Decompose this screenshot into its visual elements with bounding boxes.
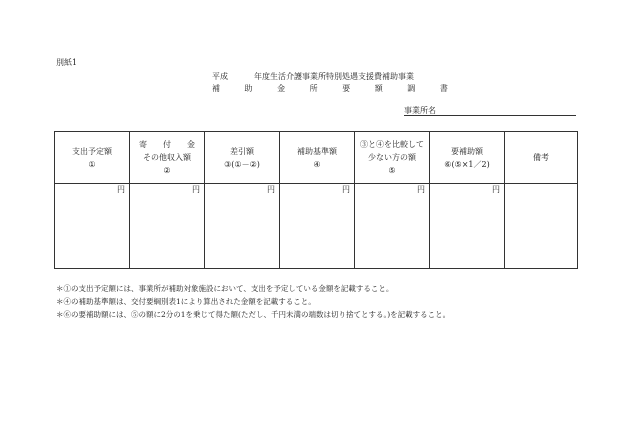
yen-unit: 円: [492, 185, 500, 194]
amount-cell[interactable]: [205, 184, 280, 269]
amount-cell[interactable]: [55, 184, 130, 269]
subtitle-char: 金: [277, 84, 286, 93]
header-cell: 要補助額 ⑥(⑤×1／2): [430, 132, 505, 184]
subtitle-char: 要: [342, 84, 351, 93]
subtitle-char: 書: [439, 84, 448, 93]
yen-unit: 円: [342, 185, 350, 194]
amount-cell[interactable]: [130, 184, 205, 269]
office-name-label: 事業所名: [404, 106, 436, 115]
office-name-field[interactable]: [404, 115, 576, 116]
note-3: ＊⑥の要補助額には、⑤の額に2分の1を乗じて得た額(ただし、千円未満の端数は切り捨てとする。)を記載すること。: [56, 310, 451, 319]
remarks-cell[interactable]: [505, 184, 578, 269]
document-label: 別紙1: [56, 58, 78, 67]
header-cell: ③と④を比較して 少ない方の額 ⑤: [355, 132, 430, 184]
note-1: ＊①の支出予定額には、事業所が補助対象施設において、支出を予定している金額を記載すること。: [56, 284, 394, 293]
title-text: 年度生活介護事業所特別処遇支援費補助事業: [254, 72, 414, 81]
amount-cell[interactable]: [355, 184, 430, 269]
table-header-row: [55, 132, 578, 184]
header-cell: 補助基準額 ④: [280, 132, 355, 184]
subtitle-char: 所: [309, 84, 318, 93]
form-title: [212, 71, 414, 82]
amount-table: [54, 131, 578, 269]
amount-cell[interactable]: [280, 184, 355, 269]
subtitle-char: 助: [244, 84, 253, 93]
yen-unit: 円: [267, 185, 275, 194]
header-cell: 支出予定額 ①: [55, 132, 130, 184]
subtitle-char: 額: [374, 84, 383, 93]
header-cell: 寄 付 金 その他収入額 ②: [130, 132, 205, 184]
header-cell: 備考: [505, 132, 578, 184]
form-subtitle: [212, 83, 470, 94]
yen-unit: 円: [117, 185, 125, 194]
yen-unit: 円: [417, 185, 425, 194]
note-2: ＊④の補助基準額は、交付要綱別表1により算出された金額を記載すること。: [56, 297, 316, 306]
yen-unit: 円: [192, 185, 200, 194]
subtitle-char: 調: [407, 84, 416, 93]
amount-cell[interactable]: [430, 184, 505, 269]
era-label: 平成: [212, 72, 228, 81]
table-row: [55, 184, 578, 269]
subtitle-char: 補: [212, 84, 220, 93]
header-cell: 差引額 ③(①－②): [205, 132, 280, 184]
